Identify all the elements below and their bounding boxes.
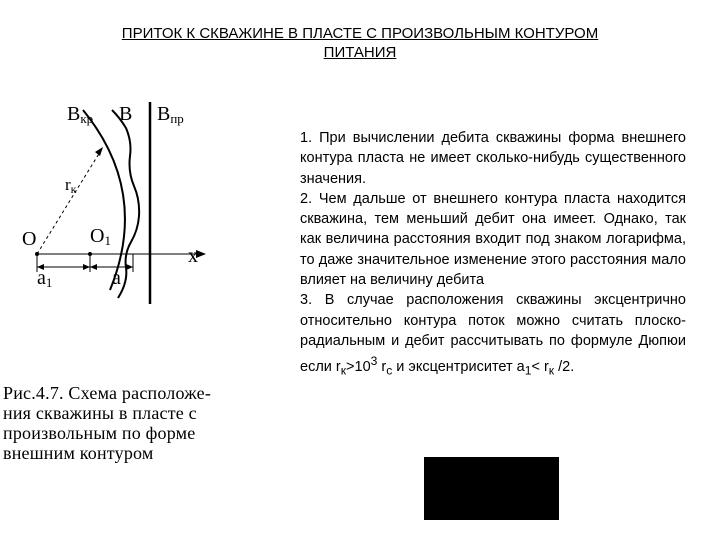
label-b: B	[119, 103, 133, 125]
paragraph-2: 2. Чем дальше от внешнего контура пласта находится скважина, тем меньший дебит она имеет. Однако, так как величина расстояния входит под знаком логарифма, то даже значительное изменение этого расстояния мало влияет на величину дебита	[300, 190, 686, 289]
caption-line4: внешним контуром	[3, 443, 154, 463]
slide-title	[30, 24, 690, 62]
figure-caption	[3, 383, 265, 463]
label-r-k: rк	[65, 175, 77, 196]
slide-title-line2: ПИТАНИЯ	[323, 44, 397, 61]
dim-a1-arrow-right	[83, 264, 90, 270]
label-x: x	[188, 245, 198, 267]
radius-arrowhead	[95, 147, 103, 156]
label-b-kr: Bкр	[67, 103, 94, 126]
label-b-pr: Bпр	[157, 103, 184, 126]
label-a: a	[112, 267, 121, 289]
caption-line2: ния скважины в пласте с	[3, 403, 197, 423]
caption-line1: Рис.4.7. Схема расположе-	[3, 383, 212, 403]
dim-a-arrow-left	[90, 264, 97, 270]
well-scheme-figure	[0, 92, 270, 307]
feed-contour-arc	[83, 110, 125, 290]
slide-title-line1: ПРИТОК К СКВАЖИНЕ В ПЛАСТЕ С ПРОИЗВОЛЬНЫМ КОНТУРОМ	[121, 25, 599, 42]
paragraph-3: 3. В случае расположения скважины эксцентрично относительно контура поток можно считать плоско-радиальным и дебит рассчитывать по формуле Дюпюи если $r_к>10^3$ $r_с$ и эксцентриситет $a_1< r_к$ /2.	[300, 292, 686, 378]
label-o1: O1	[90, 225, 111, 248]
label-a1: a1	[37, 267, 53, 290]
label-o: O	[22, 228, 37, 250]
dim-a-arrow-right	[126, 264, 133, 270]
caption-line3: произвольным по форме	[3, 423, 196, 443]
black-rectangle	[424, 457, 559, 520]
well-scheme-diagram	[0, 92, 270, 307]
body-text	[300, 128, 686, 381]
paragraph-1: 1. При вычислении дебита скважины форма внешнего контура пласта не имеет сколько-нибудь существенного значения.	[300, 130, 686, 187]
